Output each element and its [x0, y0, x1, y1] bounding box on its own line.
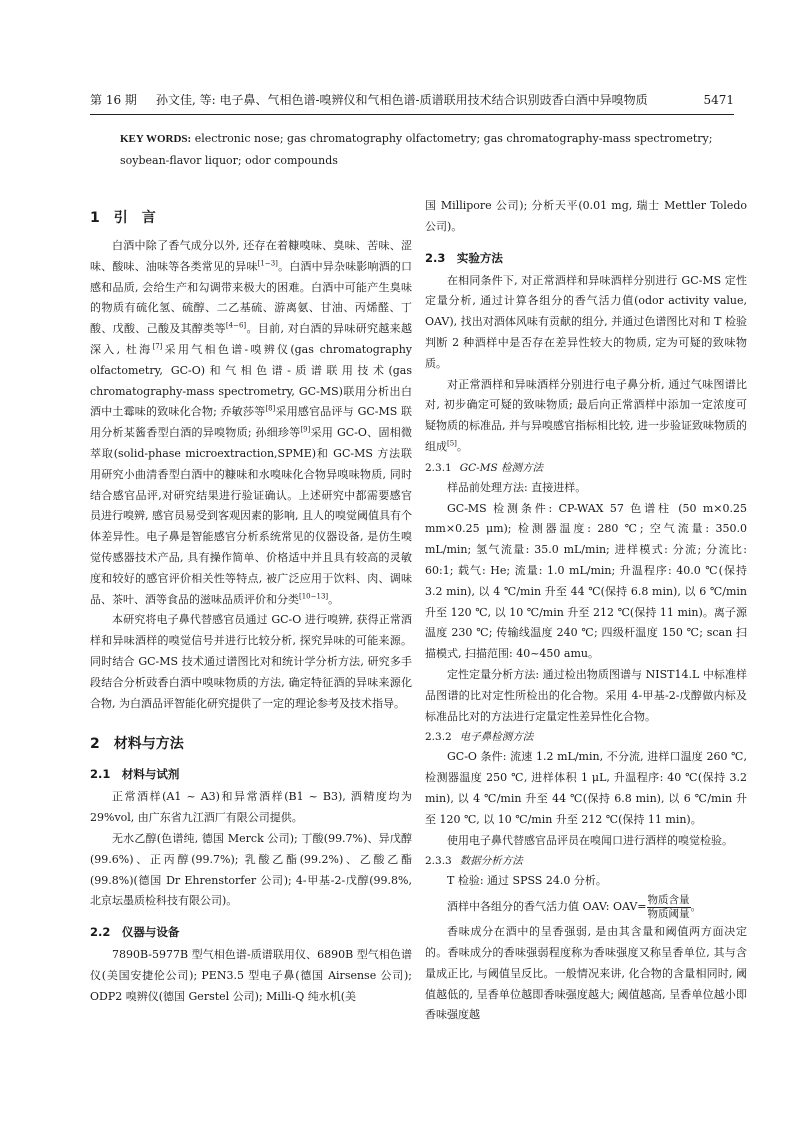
formula-fraction	[647, 894, 691, 921]
gcms-conditions-paragraph: GC-MS 检测条件: CP-WAX 57 色谱柱 (50 m×0.25 mm×0.25 μm); 检测器温度: 280 ℃; 空气流量: 350.0 mL/min; 氢气流量: 35.0 mL/min; 进样模式: 分流; 分流比: 60:1; 载气: He; 流量: 1.0 mL/min; 升温程序: 40.0 ℃(保持 3.2 min), 以 4 ℃/min 升至 44 ℃(保持 6.8 min), 以 6 ℃/min 升至 120 ℃, 以 10 ℃/min 升至 212 ℃(保持 11 min)。离子源温度 230 ℃; 传输线温度 240 ℃; 四级杆温度 150 ℃; scan 扫描模式, 扫描范围: 40~450 amu。	[425, 501, 747, 661]
instruments-paragraph: 7890B-5977B 型气相色谱-质谱联用仪、6890B 型气相色谱仪(美国安捷伦公司); PEN3.5 型电子鼻(德国 Airsense 公司); ODP2 嗅辨仪(德国 Gerstel 公司); Milli-Q 纯水机(美	[90, 948, 412, 1003]
pretreatment-paragraph: 样品前处理方法: 直接进样。	[447, 480, 587, 494]
ref-5: [5]	[447, 439, 457, 448]
ref-8: [8]	[265, 404, 276, 413]
running-header	[90, 90, 734, 110]
keywords-text: electronic nose; gas chromatography olfactometry; gas chromatography-mass spectrometry; soybean-flavor liquor; odor compounds	[120, 132, 713, 167]
methods-paragraph-1: 在相同条件下, 对正常酒样和异味酒样分别进行 GC-MS 定性定量分析, 通过计算各组分的香气活力值(odor activity value, OAV), 找出对酒体风味有贡献的组分, 并通过色谱图比对和 T 检验判断 2 种酒样中是否存在差异性较大的物质, 定为可疑的致味物质。	[425, 273, 747, 370]
methods-paragraph-2: 对正常酒样和异味酒样分别进行电子鼻分析, 通过气味图谱比对, 初步确定可疑的致味物质; 最后向正常酒样中添加一定浓度可疑物质的标准品, 并与异嗅感官指标相比较, 进一步验证致味物质的组成[5]。	[425, 377, 747, 453]
section-2-3-3-heading: 2.3.3 数据分析方法	[425, 855, 523, 868]
section-2-2-heading: 2.2 仪器与设备	[90, 925, 180, 940]
aroma-intensity-paragraph: 香味成分在酒中的呈香强弱, 是由其含量和阈值两方面决定的。香味成分的香味强弱程度称为香味强度又称呈香单位, 其与含量成正比, 与阈值呈反比。一般情况来讲, 化合物的含量相同时, 阈值越低的, 呈香单位越即香味强度越大; 阈值越高, 呈香单位越小即香味强度越	[425, 925, 747, 1022]
section-2-1-heading: 2.1 材料与试剂	[90, 767, 180, 782]
oav-formula: 酒样中各组分的香气活力值 OAV: OAV= $\frac{\text{物质含量}}{\text{物质阈量}}$ 。	[447, 893, 702, 920]
intro-paragraph-2: 本研究将电子鼻代替感官员通过 GC-O 进行嗅辨, 获得正常酒样和异味酒样的嗅觉信号并进行比较分析, 探究异味的可能来源。同时结合 GC-MS 技术通过谱图比对和统计学分析方法, 研究多手段结合分析豉香白酒中嗅味物质的方法, 确定特征酒的异味来源化合物, 为白酒品评智能化研究提供了一定的理论参考及技术指导。	[90, 613, 412, 710]
left-column	[90, 200, 412, 1008]
section-2-heading: 2 材料与方法	[90, 736, 184, 753]
section-1-heading: 1 引 言	[90, 210, 156, 226]
page-number: 5471	[703, 93, 734, 107]
t-test-paragraph: T 检验: 通过 SPSS 24.0 分析。	[447, 874, 607, 888]
section-2-3-1-heading: 2.3.1 GC-MS 检测方法	[425, 461, 543, 474]
formula-lead: 酒样中各组分的香气活力值 OAV: OAV=	[447, 900, 647, 914]
right-column	[425, 196, 747, 1026]
ref-1-3: [1−3]	[257, 259, 278, 268]
keywords	[120, 128, 735, 171]
enose-paragraph: 使用电子鼻代替感官品评员在嗅闻口进行酒样的嗅觉检验。	[447, 833, 733, 847]
ref-7: [7]	[152, 342, 163, 351]
section-2-3-heading: 2.3 实验方法	[425, 250, 503, 265]
ref-9: [9]	[300, 425, 311, 434]
section-2-3-2-heading: 2.3.2 电子鼻检测方法	[425, 731, 534, 744]
keywords-label: KEY WORDS:	[120, 133, 192, 145]
gco-conditions-paragraph: GC-O 条件: 流速 1.2 mL/min, 不分流, 进样口温度 260 ℃, 检测器温度 250 ℃, 进样体积 1 μL, 升温程序: 40 ℃(保持 3.2 min), 以 4 ℃/min 升至 44 ℃(保持 6.8 min), 以 6 ℃/min 升至 120 ℃, 以 10 ℃/min 升至 212 ℃(保持 11 min)。	[425, 750, 747, 826]
materials-paragraph-1: 正常酒样(A1 ~ A3)和异常酒样(B1 ~ B3), 酒精度均为 29%vol, 由广东省九江酒厂有限公司提供。	[90, 790, 412, 825]
ref-4-6: [4−6]	[225, 321, 247, 330]
ref-10-13: [10−13]	[299, 591, 329, 600]
formula-denominator: 物质阈量	[647, 907, 690, 920]
quant-method-paragraph: 定性定量分析方法: 通过检出物质图谱与 NIST14.L 中标准样品图谱的比对定性所检出的化合物。采用 4-甲基-2-戊醇做内标及标准品比对的方法进行定量定性差异性化合物。	[425, 667, 747, 723]
header-rule	[90, 114, 734, 115]
issue-number: 第 16 期	[90, 93, 137, 107]
intro-paragraph-1: 白酒中除了香气成分以外, 还存在着糠嗅味、臭味、苦味、涩味、酸味、油味等各类常见的异味[1−3]。白酒中异杂味影响酒的口感和品质, 会给生产和勾调带来极大的困难。白酒中可能产生臭味的物质有硫化氢、硫醇、二乙基硫、游离氨、甘油、丙烯醛、丁酸、戊酸、己酸及其醇类等[4−6]。目前, 对白酒的异味研究越来越深入, 杜海[7]采用气相色谱-嗅辨仪(gas chromatography olfactometry, GC-O)和气相色谱-质谱联用技术(gas chromatography-mass spectrometry, GC-MS)联用分析出白酒中土霉味的致味化合物; 乔敏莎等[8]采用感官品评与 GC-MS 联用分析某酱香型白酒的异嗅物质; 孙细珍等[9]采用 GC-O、固相微萃取(solid-phase microextraction,SPME)和 GC-MS 方法联用研究小曲清香型白酒中的糠味和水嗅味化合物异嗅味物质, 同时结合感官品评,对研究结果进行验证确认。上述研究中都需要感官员进行嗅辨, 感官员易受到客观因素的影响, 且人的嗅觉阈值具有个体差异性。电子鼻是智能感官分析系统常见的仪器设备, 是仿生嗅觉传感器技术产品, 具有操作简单、价格适中并且具有较高的灵敏度和较好的感官评价相关性等特点, 被广泛应用于饮料、肉、调味品、茶叶、酒等食品的滋味品质评价和分类[10−13]。	[90, 239, 413, 606]
materials-paragraph-2: 无水乙醇(色谱纯, 德国 Merck 公司); 丁酸(99.7%)、异戊醇(99.6%)、正丙醇(99.7%); 乳酸乙酯(99.2%)、乙酸乙酯(99.8%)(德国 Dr Ehrenstorfer 公司); 4-甲基-2-戊醇(99.8%, 北京坛墨质检科技有限公司)。	[90, 831, 412, 908]
running-title: 孙文佳, 等: 电子鼻、气相色谱-嗅辨仪和气相色谱-质谱联用技术结合识别豉香白酒中异嗅物质	[156, 93, 648, 107]
formula-numerator: 物质含量	[647, 893, 690, 906]
instruments-continued: 国 Millipore 公司); 分析天平(0.01 mg, 瑞士 Mettler Toledo 公司)。	[425, 199, 747, 233]
